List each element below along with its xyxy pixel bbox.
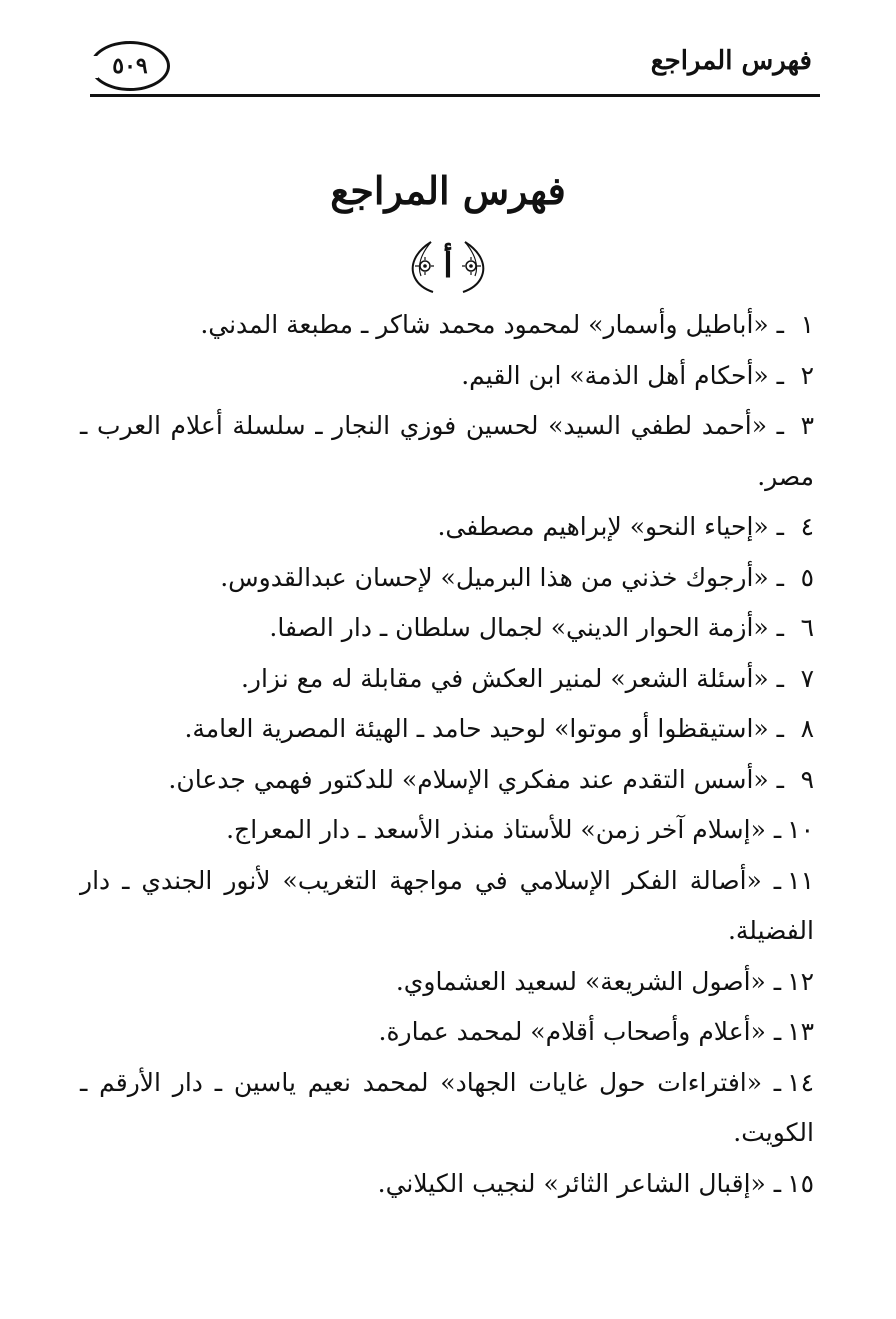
reference-entry bbox=[80, 957, 814, 1008]
reference-entry bbox=[80, 553, 814, 604]
entry-number: ٦ bbox=[800, 613, 814, 642]
reference-entry bbox=[80, 1159, 814, 1210]
entry-text: ـ «أحكام أهل الذمة» ابن القيم. bbox=[461, 360, 784, 390]
entry-text: ـ «أباطيل وأسمار» لمحمود محمد شاكر ـ مطبعة المدني. bbox=[200, 310, 784, 339]
reference-entry bbox=[80, 805, 814, 856]
entry-text: ـ «استيقظوا أو موتوا» لوحيد حامد ـ الهيئة المصرية العامة. bbox=[184, 714, 784, 743]
section-heading bbox=[0, 238, 896, 294]
section-letter: أ bbox=[443, 246, 453, 286]
entry-number: ١٤ bbox=[787, 1067, 814, 1097]
reference-entry bbox=[80, 856, 814, 957]
page-number: ٥٠٩ bbox=[112, 53, 148, 79]
ornament-right-icon bbox=[459, 238, 495, 294]
entry-text: ـ «أسس التقدم عند مفكري الإسلام» للدكتور فهمي جدعان. bbox=[168, 764, 784, 794]
reference-entry bbox=[80, 351, 814, 402]
reference-entry bbox=[80, 401, 814, 502]
entry-text: ـ «افتراءات حول غايات الجهاد» لمحمد نعيم ياسين ـ دار الأرقم ـ الكويت. bbox=[80, 1067, 814, 1147]
entry-text: ـ «إحياء النحو» لإبراهيم مصطفى. bbox=[437, 512, 784, 541]
header-divider bbox=[90, 94, 820, 97]
reference-entry bbox=[80, 1007, 814, 1058]
entry-number: ١١ bbox=[787, 865, 814, 895]
entry-number: ١٠ bbox=[787, 815, 814, 844]
reference-entry bbox=[80, 704, 814, 755]
entry-text: ـ «أزمة الحوار الديني» لجمال سلطان ـ دار الصفا. bbox=[269, 613, 784, 642]
entry-text: ـ «أسئلة الشعر» لمنير العكش في مقابلة له مع نزار. bbox=[240, 663, 784, 693]
reference-entry bbox=[80, 502, 814, 553]
entry-number: ١٣ bbox=[787, 1017, 814, 1046]
entry-number: ١٢ bbox=[787, 966, 814, 996]
reference-entry bbox=[80, 654, 814, 705]
entry-number: ٥ bbox=[800, 562, 814, 592]
entry-number: ٢ bbox=[800, 360, 814, 390]
entry-text: ـ «أحمد لطفي السيد» لحسين فوزي النجار ـ سلسلة أعلام العرب ـ مصر. bbox=[80, 411, 814, 491]
badge-notch-decoration bbox=[84, 56, 98, 78]
page-title: فهرس المراجع bbox=[330, 168, 566, 213]
entry-number: ٧ bbox=[800, 663, 814, 693]
references-list bbox=[80, 300, 814, 1209]
reference-entry bbox=[80, 300, 814, 351]
entry-number: ٨ bbox=[800, 714, 814, 743]
entry-number: ٤ bbox=[800, 512, 814, 541]
reference-entry bbox=[80, 1058, 814, 1159]
entry-text: ـ «أعلام وأصحاب أقلام» لمحمد عمارة. bbox=[378, 1017, 782, 1046]
entry-number: ١ bbox=[800, 310, 814, 339]
entry-number: ٣ bbox=[800, 411, 814, 440]
entry-number: ١٥ bbox=[787, 1168, 814, 1198]
entry-text: ـ «أصول الشريعة» لسعيد العشماوي. bbox=[395, 966, 782, 996]
reference-entry bbox=[80, 755, 814, 806]
page-number-badge bbox=[90, 41, 170, 91]
running-header-title: فهرس المراجع bbox=[650, 46, 812, 76]
entry-text: ـ «إسلام آخر زمن» للأستاذ منذر الأسعد ـ دار المعراج. bbox=[226, 815, 782, 844]
entry-text: ـ «أصالة الفكر الإسلامي في مواجهة التغريب» لأنور الجندي ـ دار الفضيلة. bbox=[80, 865, 814, 945]
reference-entry bbox=[80, 603, 814, 654]
entry-text: ـ «إقبال الشاعر الثائر» لنجيب الكيلاني. bbox=[377, 1168, 782, 1198]
ornament-left-icon bbox=[401, 238, 437, 294]
entry-text: ـ «أرجوك خذني من هذا البرميل» لإحسان عبدالقدوس. bbox=[220, 562, 784, 592]
entry-number: ٩ bbox=[800, 764, 814, 794]
